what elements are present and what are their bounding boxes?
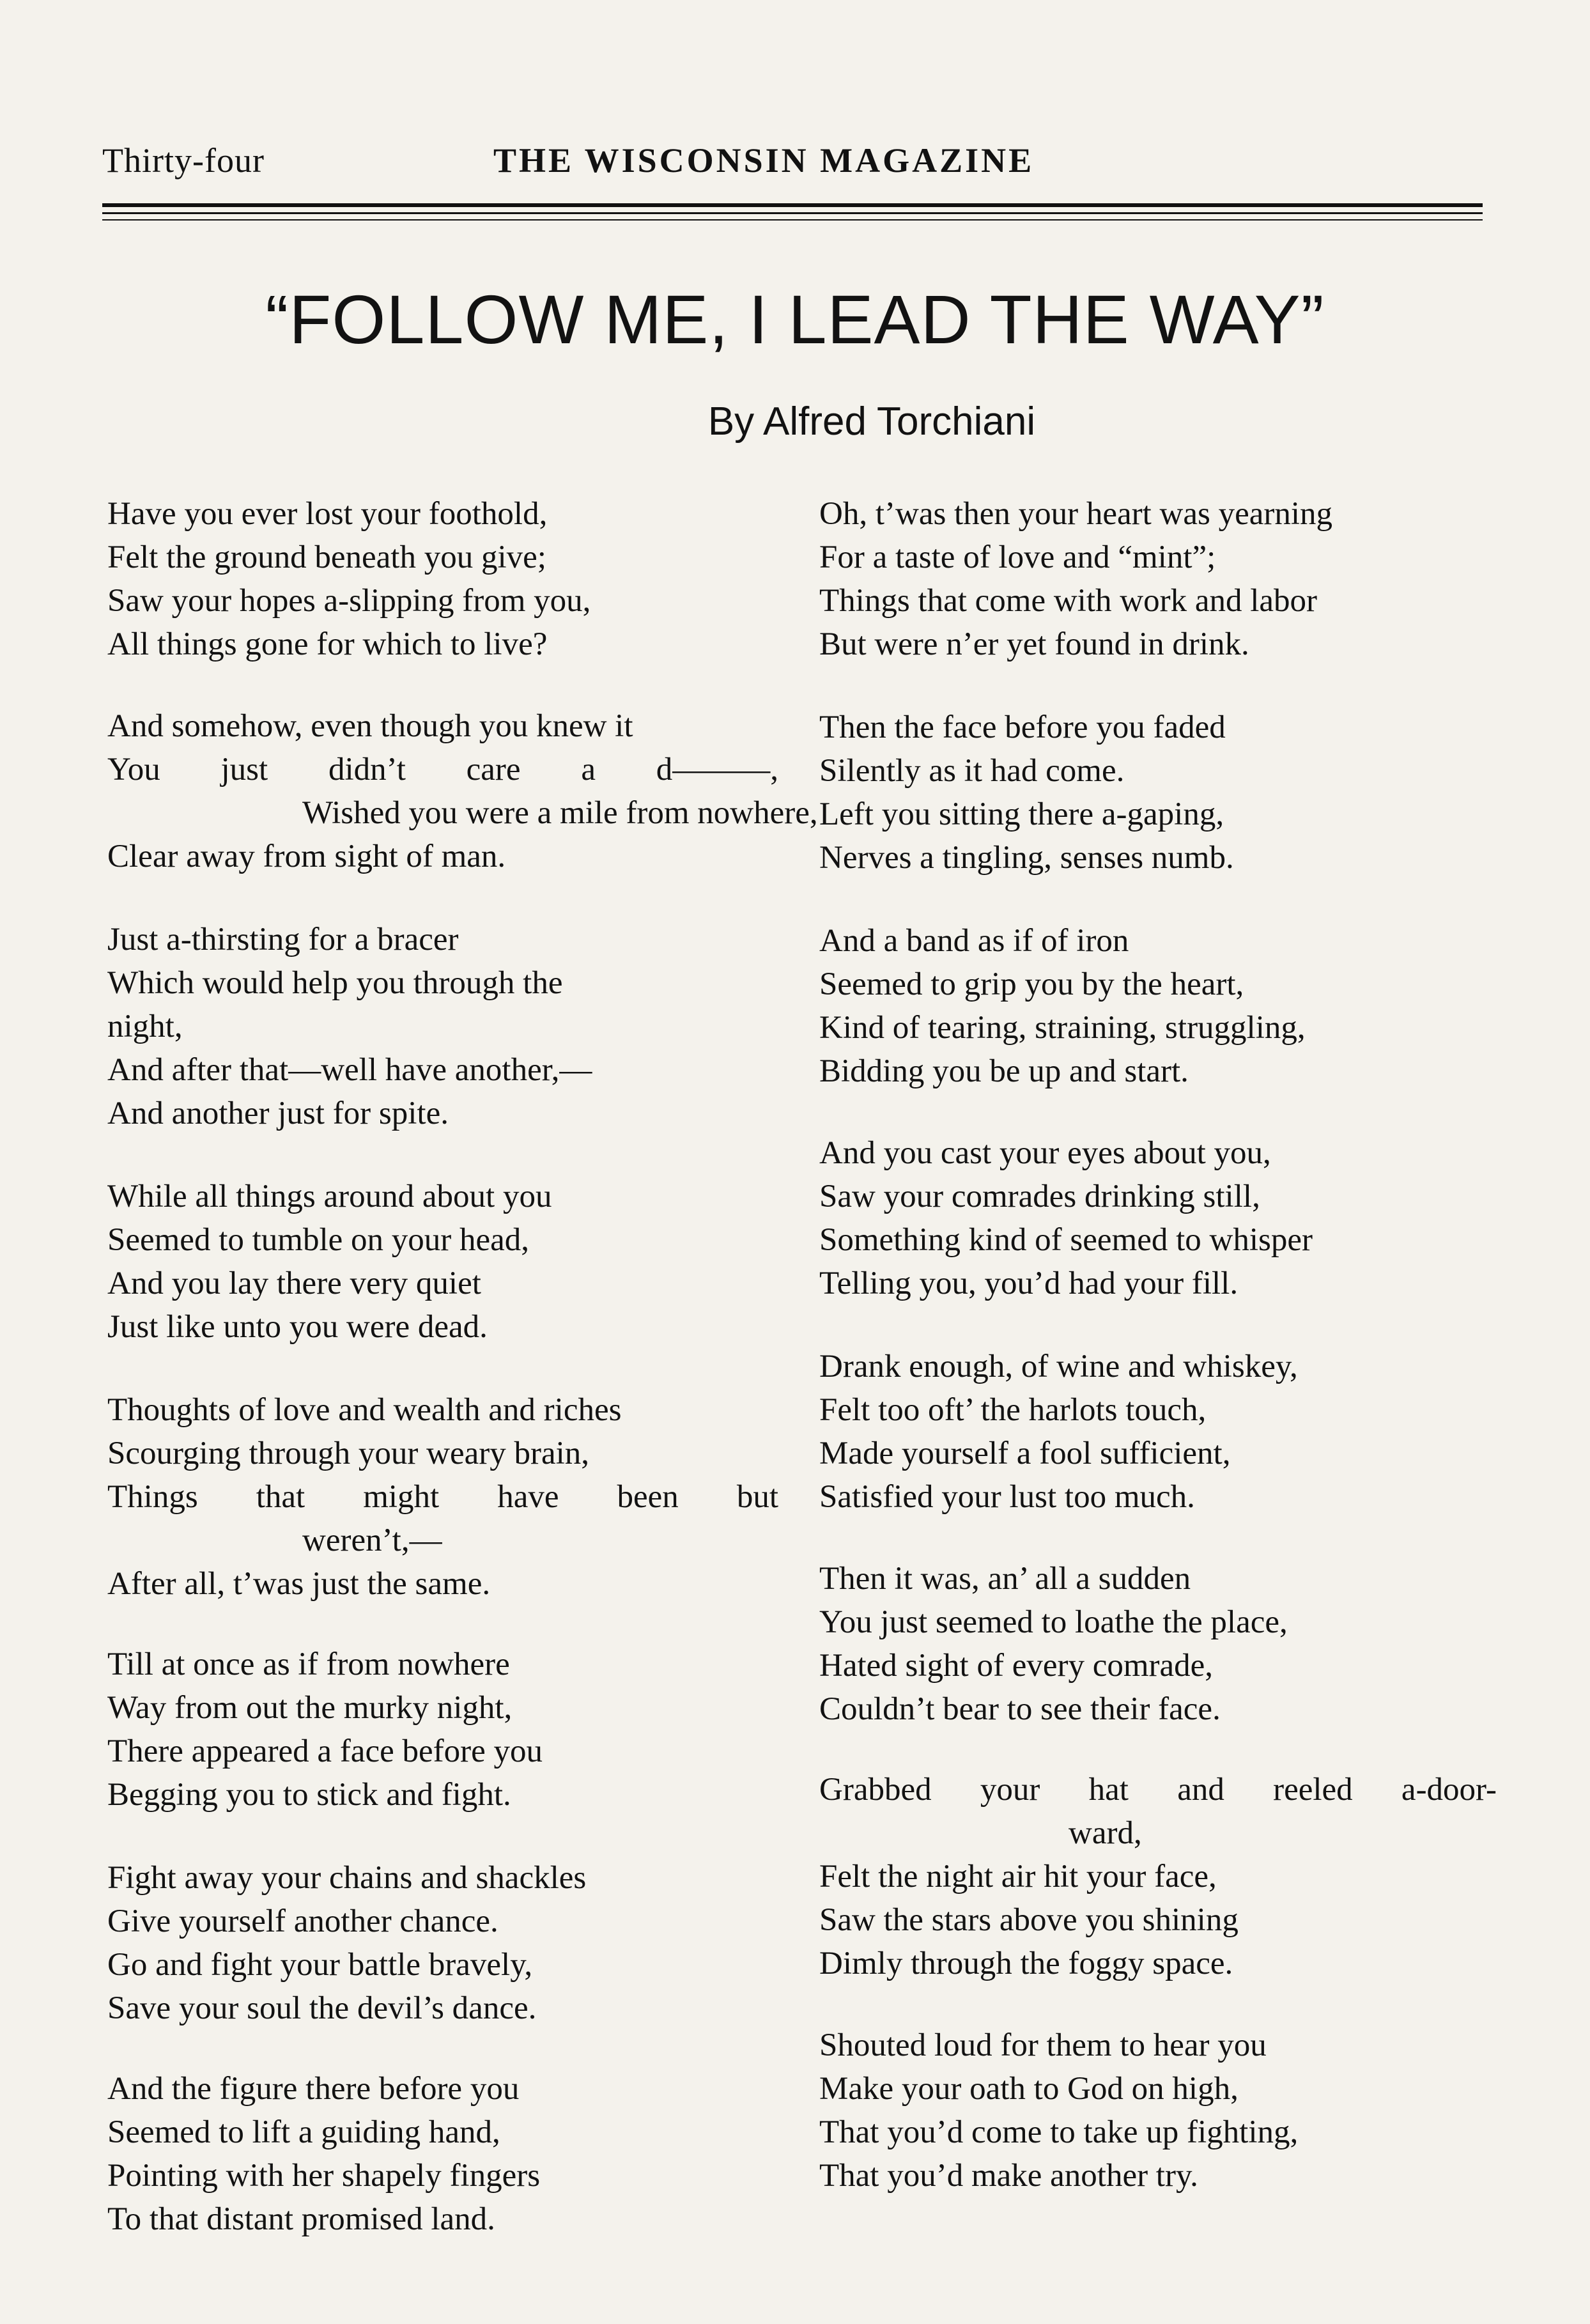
poem-line: That you’d come to take up fighting, — [819, 2114, 1299, 2150]
poem-line: But were n’er yet found in drink. — [819, 626, 1249, 662]
poem-line: And somehow, even though you knew it — [107, 708, 633, 744]
stanza — [107, 2067, 778, 2241]
page-header — [102, 141, 1483, 185]
poem-line: Things that come with work and labor — [819, 583, 1317, 619]
stanza — [819, 919, 1497, 1093]
poem-line: Dimly through the foggy space. — [819, 1946, 1233, 1981]
poem-line: Fight away your chains and shackles — [107, 1860, 587, 1896]
poem-line: Thoughts of love and wealth and riches — [107, 1392, 622, 1428]
poem-line: Made yourself a fool sufficient, — [819, 1436, 1231, 1471]
poem-line: And the figure there before you — [107, 2071, 520, 2107]
poem-column-left — [107, 492, 818, 2241]
poem-line: Telling you, you’d had your fill. — [819, 1266, 1239, 1301]
poem-line: For a taste of love and “mint”; — [819, 539, 1216, 575]
stanza — [107, 492, 778, 666]
poem-line: Till at once as if from nowhere — [107, 1646, 510, 1682]
poem-line: And another just for spite. — [107, 1096, 449, 1131]
poem-line: Something kind of seemed to whisper — [819, 1222, 1313, 1258]
poem-line: Which would help you through the — [107, 965, 563, 1001]
poem-line: All things gone for which to live? — [107, 626, 548, 662]
poem-line: Oh, t’was then your heart was yearning — [819, 496, 1333, 532]
poem-title: “FOLLOW ME, I LEAD THE WAY” — [265, 281, 1325, 358]
stanza — [107, 1856, 778, 2030]
stanza — [819, 492, 1497, 666]
poem-line: Felt too oft’ the harlots touch, — [819, 1392, 1207, 1428]
stanza — [819, 1345, 1497, 1519]
stanza — [107, 1643, 778, 1817]
poem-line: After all, t’was just the same. — [107, 1566, 491, 1602]
stanza — [819, 706, 1497, 879]
poem-line: And you lay there very quiet — [107, 1266, 481, 1301]
poem-line: Then the face before you faded — [819, 709, 1226, 745]
poem-line: Silently as it had come. — [819, 753, 1125, 789]
poem-byline: By Alfred Torchiani — [707, 399, 1036, 444]
poem-line: Hated sight of every comrade, — [819, 1648, 1214, 1684]
stanza — [819, 1557, 1497, 1731]
poem-line: And a band as if of iron — [819, 923, 1129, 959]
page-number: Thirty-four — [102, 141, 265, 180]
stanza — [107, 704, 818, 878]
poem-line: While all things around about you — [107, 1179, 552, 1214]
poem-line: Way from out the murky night, — [107, 1690, 513, 1726]
stanza — [107, 1175, 778, 1349]
poem-line: Scourging through your weary brain, — [107, 1436, 589, 1471]
poem-line: Clear away from sight of man. — [107, 839, 506, 874]
poem-line: Satisfied your lust too much. — [819, 1479, 1195, 1515]
poem-line: Wished you were a mile from nowhere, — [302, 795, 818, 831]
stanza — [819, 2024, 1497, 2197]
poem-line: Saw your hopes a-slipping from you, — [107, 583, 591, 619]
poem-line: Saw the stars above you shining — [819, 1902, 1239, 1938]
poem-line: weren’t,— — [302, 1522, 442, 1558]
poem-line: Then it was, an’ all a sudden — [819, 1561, 1191, 1597]
stanza — [819, 1768, 1497, 1985]
poem-column-right — [819, 492, 1497, 2197]
stanza — [819, 1131, 1497, 1305]
poem-line: Couldn’t bear to see their face. — [819, 1691, 1221, 1727]
poem-line: Drank enough, of wine and whiskey, — [819, 1349, 1298, 1384]
poem-line: And after that—well have another,— — [107, 1052, 592, 1088]
stanza — [107, 918, 778, 1135]
poem-line: Just like unto you were dead. — [107, 1309, 488, 1345]
poem-line: Have you ever lost your foothold, — [107, 496, 548, 532]
poem-line: Left you sitting there a-gaping, — [819, 796, 1224, 832]
poem-line: Grabbed your hat and reeled a-door- — [819, 1772, 1497, 1808]
poem-line: Seemed to tumble on your head, — [107, 1222, 530, 1258]
poem-line: Go and fight your battle bravely, — [107, 1947, 533, 1983]
poem-line: That you’d make another try. — [819, 2158, 1198, 2194]
poem-line: Shouted loud for them to hear you — [819, 2027, 1267, 2063]
poem-line: Kind of tearing, straining, struggling, — [819, 1010, 1306, 1046]
header-rule — [102, 203, 1483, 207]
poem-line: Just a-thirsting for a bracer — [107, 922, 459, 957]
header-rule — [102, 212, 1483, 214]
poem-line: Nerves a tingling, senses numb. — [819, 840, 1234, 876]
poem-line: Make your oath to God on high, — [819, 2071, 1239, 2107]
poem-line: Things that might have been but — [107, 1479, 778, 1515]
stanza — [107, 1388, 778, 1606]
poem-line: Pointing with her shapely fingers — [107, 2158, 541, 2194]
poem-line: Felt the night air hit your face, — [819, 1859, 1217, 1894]
poem-line: You just didn’t care a d———, — [107, 752, 778, 787]
magazine-title: THE WISCONSIN MAGAZINE — [493, 141, 1035, 180]
poem-line: Seemed to lift a guiding hand, — [107, 2114, 500, 2150]
header-rule — [102, 219, 1483, 221]
poem-line: Give yourself another chance. — [107, 1903, 498, 1939]
poem-line: night, — [107, 1009, 183, 1044]
poem-line: And you cast your eyes about you, — [819, 1135, 1271, 1171]
poem-line: Save your soul the devil’s dance. — [107, 1990, 537, 2026]
poem-line: You just seemed to loathe the place, — [819, 1604, 1288, 1640]
poem-line: Saw your comrades drinking still, — [819, 1179, 1260, 1214]
poem-line: Seemed to grip you by the heart, — [819, 966, 1244, 1002]
poem-line: Begging you to stick and fight. — [107, 1777, 511, 1813]
poem-line: There appeared a face before you — [107, 1733, 543, 1769]
poem-line: To that distant promised land. — [107, 2201, 495, 2237]
poem-line: Felt the ground beneath you give; — [107, 539, 546, 575]
poem-line: ward, — [1069, 1815, 1142, 1851]
poem-line: Bidding you be up and start. — [819, 1053, 1189, 1089]
